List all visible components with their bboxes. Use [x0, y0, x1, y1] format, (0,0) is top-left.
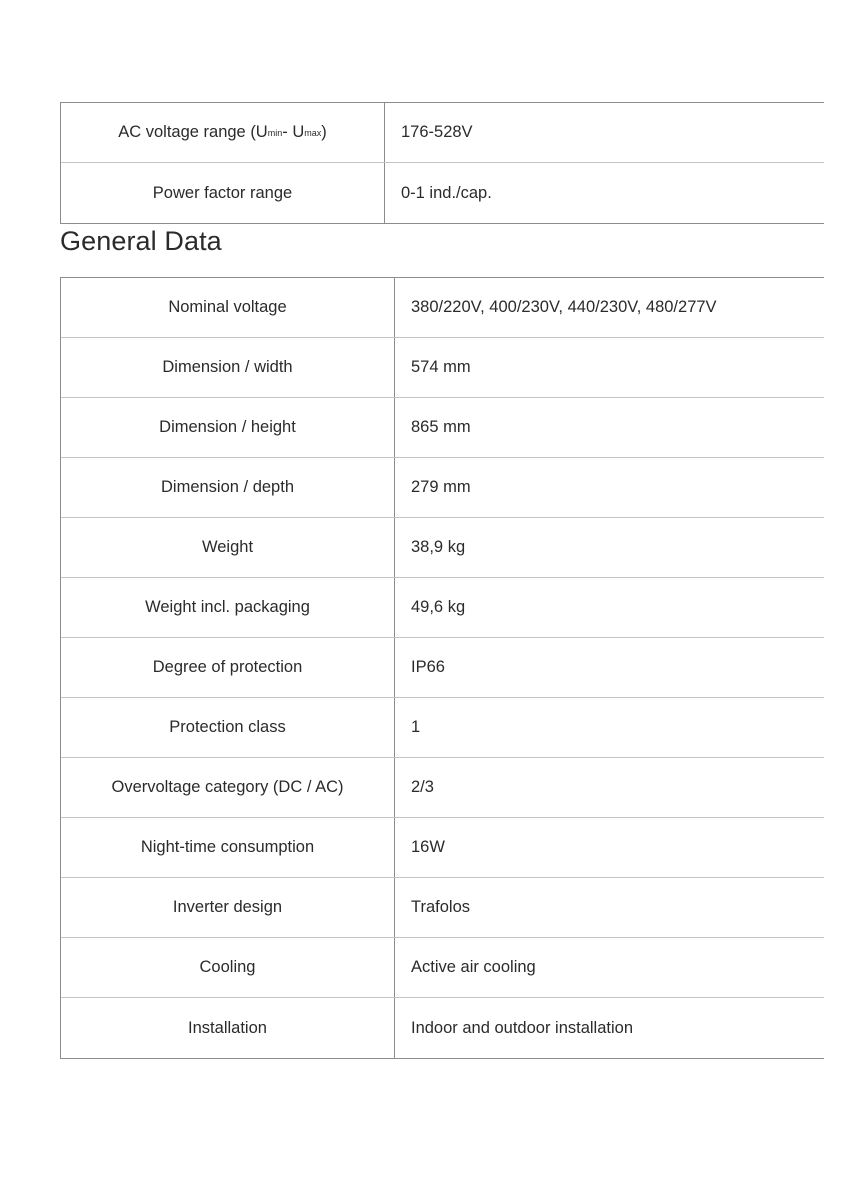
- row-value: 0-1 ind./cap.: [401, 183, 492, 202]
- table-row: [61, 938, 824, 998]
- row-value: Indoor and outdoor installation: [411, 1018, 633, 1037]
- table-row: [61, 518, 824, 578]
- row-label: Weight: [61, 518, 395, 577]
- row-label: Power factor range: [61, 163, 385, 223]
- row-value: 176-528V: [401, 123, 473, 141]
- table-row: [61, 338, 824, 398]
- label-text: AC voltage range (U: [118, 123, 268, 141]
- table-row: [61, 758, 824, 818]
- table-row: [61, 458, 824, 518]
- table-row: [61, 103, 824, 163]
- row-value: 574 mm: [411, 358, 471, 376]
- row-label: Inverter design: [61, 878, 395, 937]
- row-value: Active air cooling: [411, 958, 536, 976]
- subscript-min: min: [267, 127, 283, 138]
- row-value: 279 mm: [411, 478, 471, 496]
- row-value: 49,6 kg: [411, 598, 466, 616]
- ac-spec-table: [60, 102, 824, 224]
- row-value: IP66: [411, 658, 445, 676]
- table-row: [61, 578, 824, 638]
- table-row: [61, 998, 824, 1058]
- table-row: [61, 818, 824, 878]
- general-data-table: [60, 277, 824, 1059]
- row-value: 865 mm: [411, 418, 471, 436]
- table-row: [61, 278, 824, 338]
- row-label: Dimension / depth: [61, 458, 395, 517]
- table-row: [61, 398, 824, 458]
- table-row: [61, 698, 824, 758]
- row-label: Night-time consumption: [61, 818, 395, 877]
- row-value: 380/220V, 400/230V, 440/230V, 480/277V: [411, 298, 717, 316]
- row-label: Installation: [61, 998, 395, 1058]
- subscript-max: max: [304, 127, 322, 138]
- row-label: Weight incl. packaging: [61, 578, 395, 637]
- row-value: 16W: [411, 838, 445, 856]
- row-value: 38,9 kg: [411, 538, 466, 556]
- row-label: Dimension / height: [61, 398, 395, 457]
- row-label: Cooling: [61, 938, 395, 997]
- table-row: [61, 878, 824, 938]
- row-value: 2/3: [411, 778, 434, 796]
- table-row: [61, 163, 824, 223]
- label-text: - U: [282, 123, 305, 141]
- table-row: [61, 638, 824, 698]
- row-label: Dimension / width: [61, 338, 395, 397]
- row-label: [61, 103, 385, 162]
- row-value: 1: [411, 718, 421, 736]
- row-label: Overvoltage category (DC / AC): [61, 758, 395, 817]
- row-label: Degree of protection: [61, 638, 395, 697]
- row-value: Trafolos: [411, 898, 470, 916]
- row-label: Nominal voltage: [61, 278, 395, 337]
- section-heading: General Data: [60, 226, 222, 256]
- row-label: Protection class: [61, 698, 395, 757]
- label-text: ): [321, 123, 327, 141]
